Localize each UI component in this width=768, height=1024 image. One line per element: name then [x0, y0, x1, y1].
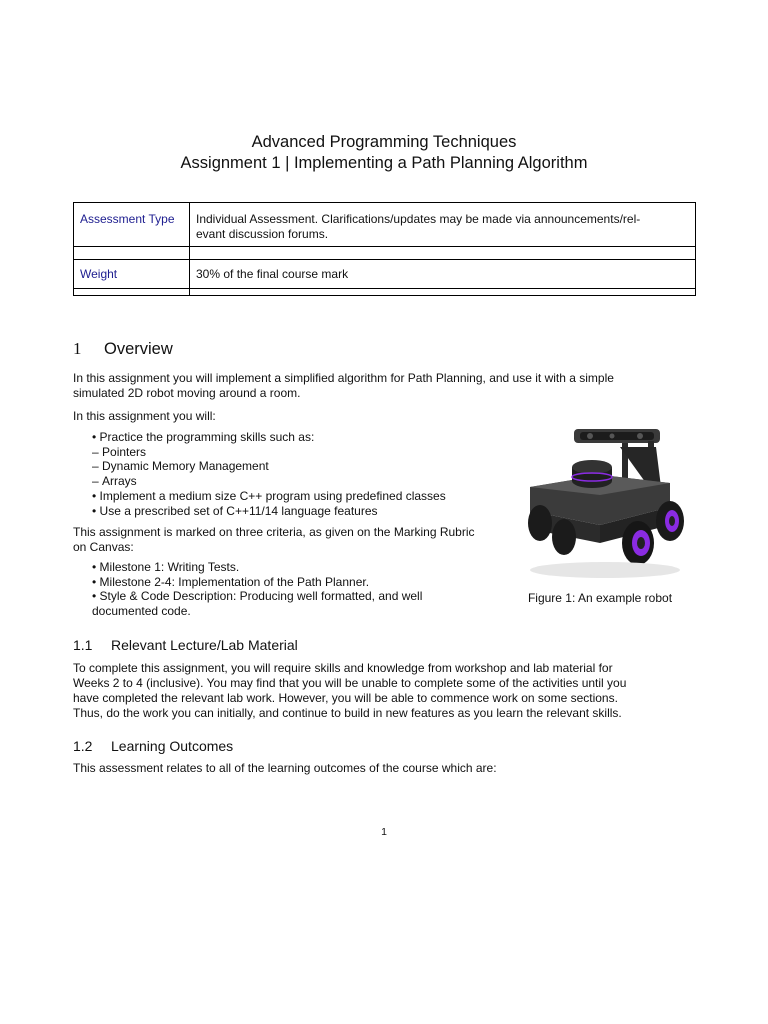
- section-title: Overview: [104, 340, 173, 358]
- list-item: • Milestone 1: Writing Tests.: [92, 560, 422, 575]
- criteria-list: [92, 560, 422, 619]
- overview-intro-line2: simulated 2D robot moving around a room.: [73, 386, 301, 400]
- figure-caption: Figure 1: An example robot: [527, 591, 673, 605]
- paragraph-line: To complete this assignment, you will require skills and knowledge from workshop and lab material for: [73, 661, 613, 675]
- list-item: – Dynamic Memory Management: [92, 459, 446, 474]
- paragraph-line: Thus, do the work you can initially, and continue to build in new features as you learn the relevant skills.: [73, 706, 622, 720]
- learning-outcomes-paragraph: This assessment relates to all of the learning outcomes of the course which are:: [73, 761, 497, 775]
- table-cell: [74, 289, 190, 296]
- page-number: 1: [381, 826, 387, 838]
- skills-list: [92, 430, 446, 518]
- weight-label: Weight: [74, 260, 190, 289]
- section-heading-overview: [73, 339, 173, 359]
- list-item: • Milestone 2-4: Implementation of the Path Planner.: [92, 575, 422, 590]
- course-title: Advanced Programming Techniques: [251, 133, 517, 151]
- section-number: 1: [73, 339, 82, 358]
- list-item: • Style & Code Description: Producing well formatted, and well: [92, 589, 422, 604]
- subsection-number: 1.2: [73, 738, 93, 754]
- robot-figure: [520, 425, 690, 585]
- assessment-info-table: [73, 202, 696, 296]
- subsection-title: Learning Outcomes: [111, 738, 234, 754]
- section-heading-relevant-material: [73, 636, 298, 654]
- list-item: • Use a prescribed set of C++11/14 language features: [92, 504, 446, 519]
- list-item: • Implement a medium size C++ program using predefined classes: [92, 489, 446, 504]
- list-item: – Arrays: [92, 474, 446, 489]
- table-cell: [190, 247, 696, 260]
- table-row: [74, 247, 696, 260]
- document-title: [0, 132, 768, 174]
- subsection-number: 1.1: [73, 637, 93, 653]
- table-row: [74, 289, 696, 296]
- table-row: [74, 203, 696, 247]
- robot-image: [520, 425, 690, 585]
- table-row: [74, 260, 696, 289]
- paragraph-line: have completed the relevant lab work. However, you will be able to commence work on some sections.: [73, 691, 618, 705]
- assignment-title: Assignment 1 | Implementing a Path Planning Algorithm: [180, 154, 588, 172]
- list-item: documented code.: [92, 604, 191, 619]
- relevant-material-paragraph: [73, 661, 693, 721]
- assessment-type-value-line2: evant discussion forums.: [196, 227, 329, 241]
- assessment-type-value: [190, 203, 696, 247]
- list-item: – Pointers: [92, 445, 446, 460]
- assessment-type-value-line1: Individual Assessment. Clarifications/updates may be made via announcements/rel-: [196, 212, 641, 226]
- overview-intro: [73, 371, 693, 401]
- subsection-title: Relevant Lecture/Lab Material: [111, 637, 298, 653]
- weight-value: 30% of the final course mark: [190, 260, 696, 289]
- paragraph-line: Weeks 2 to 4 (inclusive). You may find that you will be unable to complete some of the activities until you: [73, 676, 627, 690]
- will-intro: In this assignment you will:: [73, 409, 216, 423]
- table-cell: [74, 247, 190, 260]
- assessment-type-label: Assessment Type: [74, 203, 190, 247]
- marking-intro-line2: on Canvas:: [73, 540, 134, 554]
- table-cell: [190, 289, 696, 296]
- overview-intro-line1: In this assignment you will implement a simplified algorithm for Path Planning, and use it with a simple: [73, 371, 614, 385]
- list-item: • Practice the programming skills such as:: [92, 430, 446, 445]
- section-heading-learning-outcomes: [73, 737, 233, 755]
- marking-criteria-intro: [73, 525, 513, 555]
- marking-intro-line1: This assignment is marked on three criteria, as given on the Marking Rubric: [73, 525, 475, 539]
